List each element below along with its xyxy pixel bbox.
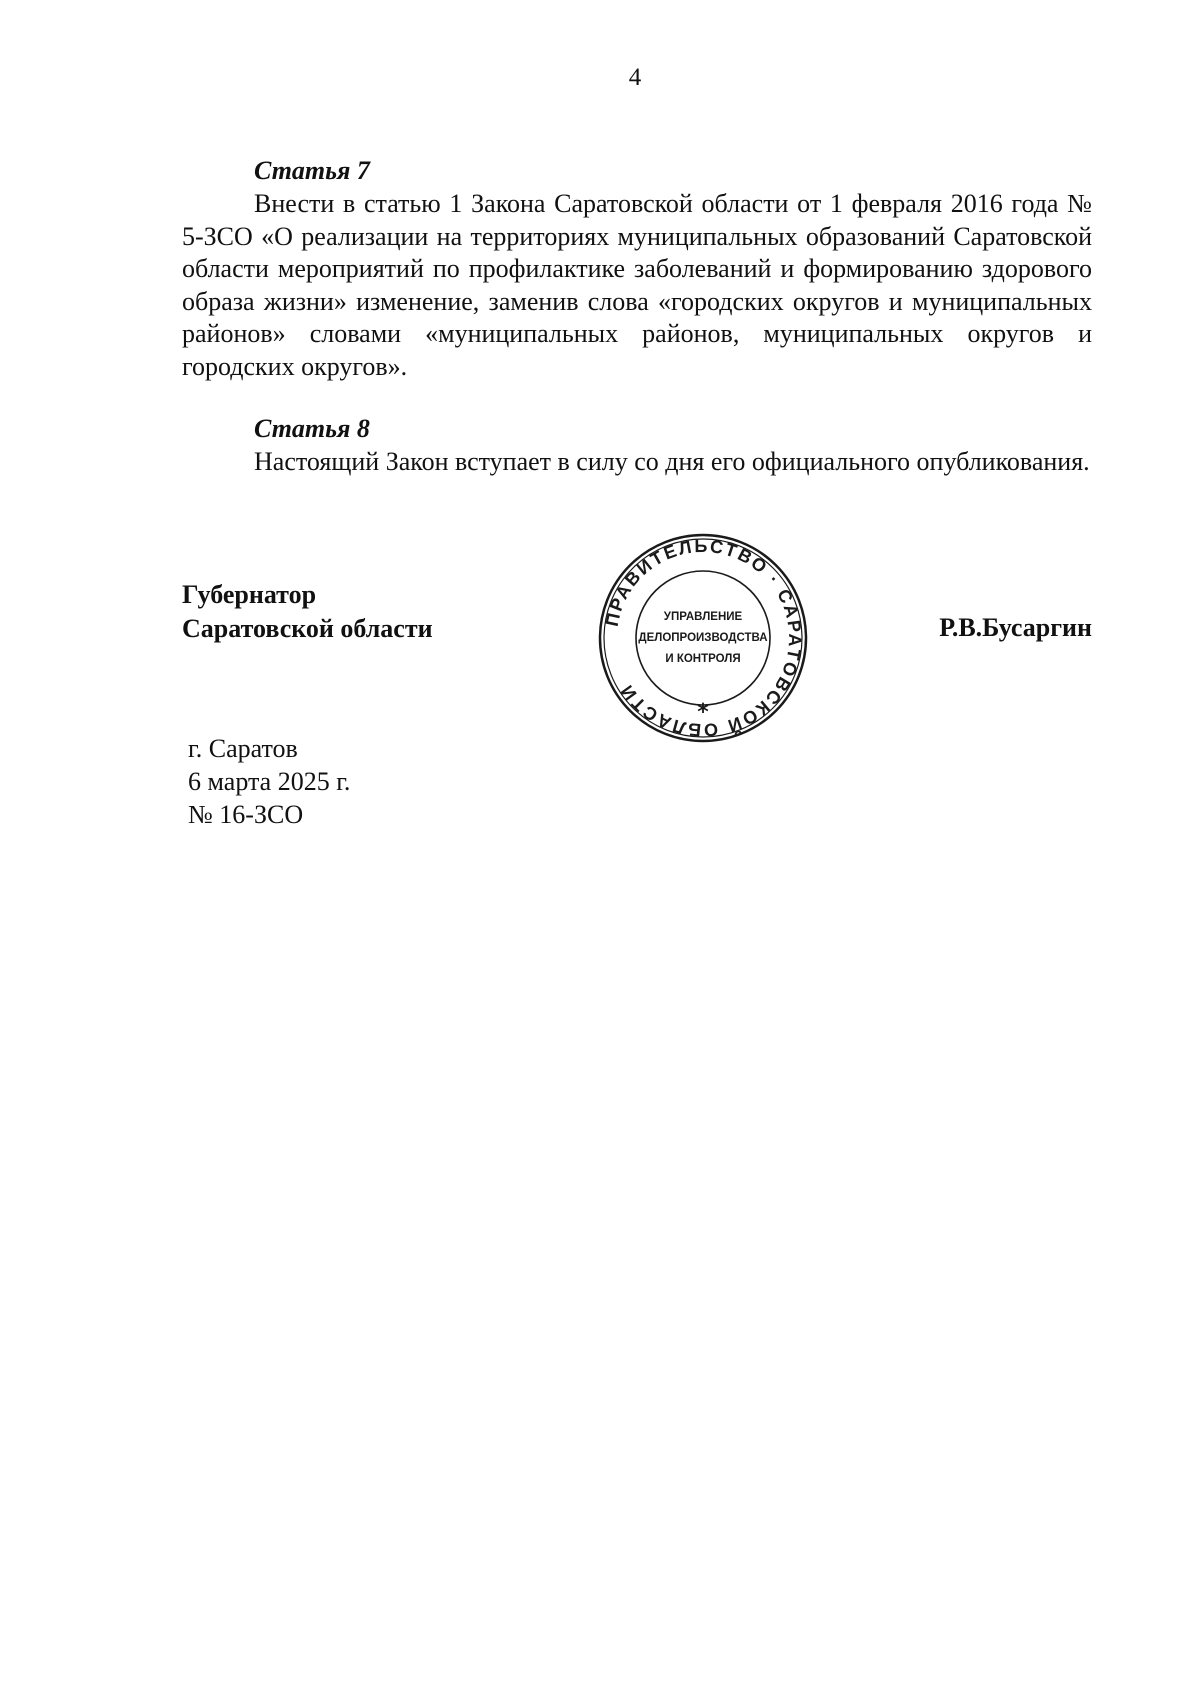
stamp-inner-line3: И КОНТРОЛЯ [665, 653, 741, 665]
article-8-text: Настоящий Закон вступает в силу со дня его официального опубликования. [254, 447, 1090, 476]
article-7-text: Внести в статью 1 Закона Саратовской области от 1 февраля 2016 года № 5-ЗСО «О реализации на территориях муниципальных образований Саратовской области мероприятий по профилактике заболеваний и формированию здорового образа жизни» изменение, заменив слова «городских округов и муниципальных районов» словами «муниципальных районов, муниципальных округов и городских округов». [182, 189, 1092, 381]
article-8-title: Статья 8 [254, 414, 370, 443]
signatory-position [182, 578, 433, 646]
date: 6 марта 2025 г. [188, 767, 351, 796]
city: г. Саратов [188, 734, 298, 763]
signatory-position-line2: Саратовской области [182, 614, 433, 643]
article-8 [182, 412, 1092, 479]
stamp-outer-text: ПРАВИТЕЛЬСТВО · САРАТОВСКОЙ ОБЛАСТИ [601, 535, 806, 741]
page-number: 4 [628, 64, 642, 91]
article-7-title: Статья 7 [254, 156, 370, 185]
stamp-star: * [697, 700, 709, 725]
official-stamp [597, 532, 809, 744]
stamp-inner-line2: ДЕЛОПРОИЗВОДСТВА [638, 632, 768, 644]
article-7 [182, 154, 1092, 383]
stamp-inner-line1: УПРАВЛЕНИЕ [663, 611, 743, 623]
place-and-date [188, 732, 350, 831]
signatory-position-line1: Губернатор [182, 580, 317, 609]
law-number: № 16-ЗСО [188, 800, 304, 829]
signatory-name: Р.В.Бусаргин [939, 613, 1092, 642]
